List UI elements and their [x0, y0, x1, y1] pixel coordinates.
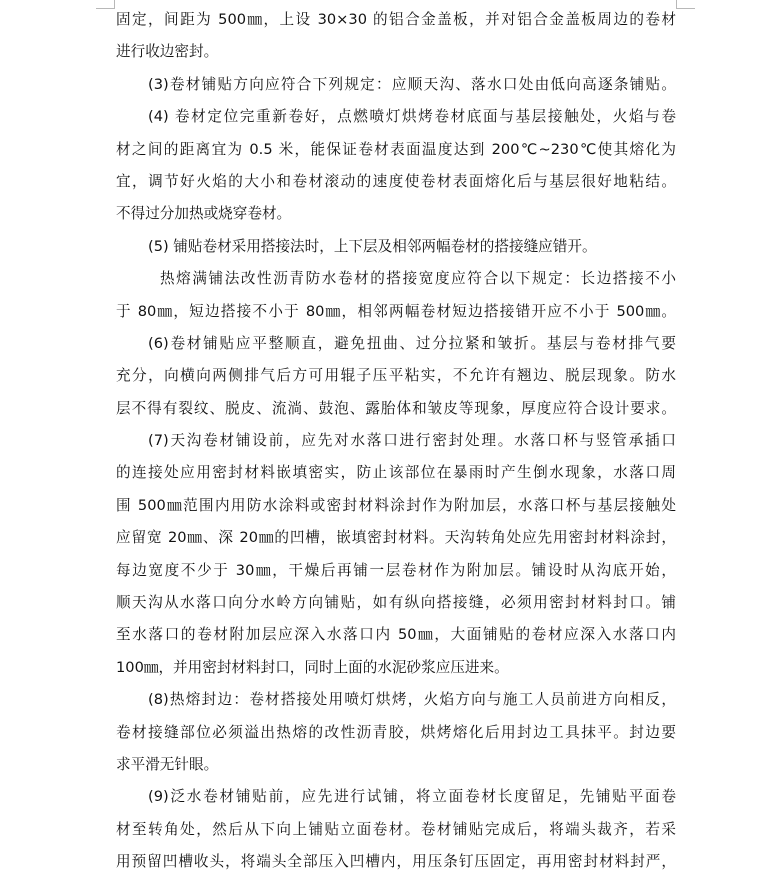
- text-line: 至水落口的卷材附加层应深入水落口内 50㎜，大面铺贴的卷材应深入水落口内: [116, 626, 676, 644]
- text-line: (7)天沟卷材铺设前，应先对水落口进行密封处理。水落口杯与竖管承插口: [148, 432, 676, 450]
- text-line: 顺天沟从水落口向分水岭方向铺贴，如有纵向搭接缝，必须用密封材料封口。铺: [116, 594, 676, 612]
- text-line: 层不得有裂纹、脱皮、流淌、鼓泡、露胎体和皱皮等现象，厚度应符合设计要求。: [116, 399, 676, 417]
- text-line: 进行收边密封。: [116, 43, 219, 61]
- text-line: 材之间的距离宜为 0.5 米，能保证卷材表面温度达到 200℃~230℃使其熔化为: [116, 140, 676, 158]
- margin-corner-mark-right: [676, 0, 695, 9]
- text-line: 每边宽度不少于 30㎜，干燥后再铺一层卷材作为附加层。铺设时从沟底开始，: [116, 561, 676, 579]
- text-line: 100㎜，并用密封材料封口，同时上面的水泥砂浆应压进来。: [116, 658, 509, 676]
- text-line: (3)卷材铺贴方向应符合下列规定：应顺天沟、落水口处由低向高逐条铺贴。: [148, 75, 676, 93]
- margin-corner-mark-left: [96, 0, 115, 9]
- text-line: 卷材接缝部位必须溢出热熔的改性沥青胶，烘烤熔化后用封边工具抹平。封边要: [116, 723, 676, 741]
- text-line: 应留宽 20㎜、深 20㎜的凹槽，嵌填密封材料。天沟转角处应先用密封材料涂封，: [116, 529, 676, 547]
- text-line: 的连接处应用密封材料嵌填密实，防止该部位在暴雨时产生倒水现象，水落口周: [116, 464, 676, 482]
- text-line: 固定，间距为 500㎜，上设 30×30 的铝合金盖板，并对铝合金盖板周边的卷材: [116, 11, 676, 28]
- text-line: 求平滑无针眼。: [116, 755, 219, 773]
- text-line: 不得过分加热或烧穿卷材。: [116, 205, 292, 223]
- text-line: (5) 铺贴卷材采用搭接法时，上下层及相邻两幅卷材的搭接缝应错开。: [148, 237, 597, 255]
- document-body: [116, 4, 676, 879]
- text-line: 充分，向横向两侧排气后方可用辊子压平粘实，不允许有翘边、脱层现象。防水: [116, 367, 676, 385]
- text-line: 材至转角处，然后从下向上铺贴立面卷材。卷材铺贴完成后，将端头裁齐，若采: [116, 820, 676, 838]
- text-line: (8)热熔封边：卷材搭接处用喷灯烘烤，火焰方向与施工人员前进方向相反，: [148, 691, 676, 709]
- text-line: 围 500㎜范围内用防水涂料或密封材料涂封作为附加层，水落口杯与基层接触处: [116, 496, 676, 514]
- text-line: 于 80㎜，短边搭接不小于 80㎜，相邻两幅卷材短边搭接错开应不小于 500㎜。: [116, 302, 676, 320]
- text-line: 热熔满铺法改性沥青防水卷材的搭接宽度应符合以下规定：长边搭接不小: [160, 270, 676, 288]
- text-line: (4) 卷材定位完重新卷好，点燃喷灯烘烤卷材底面与基层接触处，火焰与卷: [148, 108, 676, 126]
- text-line: (9)泛水卷材铺贴前，应先进行试铺，将立面卷材长度留足，先铺贴平面卷: [148, 788, 676, 806]
- text-line: 用预留凹槽收头，将端头全部压入凹槽内，用压条钉压固定，再用密封材料封严，: [116, 853, 676, 871]
- text-line: 宜，调节好火焰的大小和卷材滚动的速度使卷材表面熔化后与基层很好地粘结。: [116, 172, 676, 190]
- text-line: (6)卷材铺贴应平整顺直，避免扭曲、过分拉紧和皱折。基层与卷材排气要: [148, 334, 676, 352]
